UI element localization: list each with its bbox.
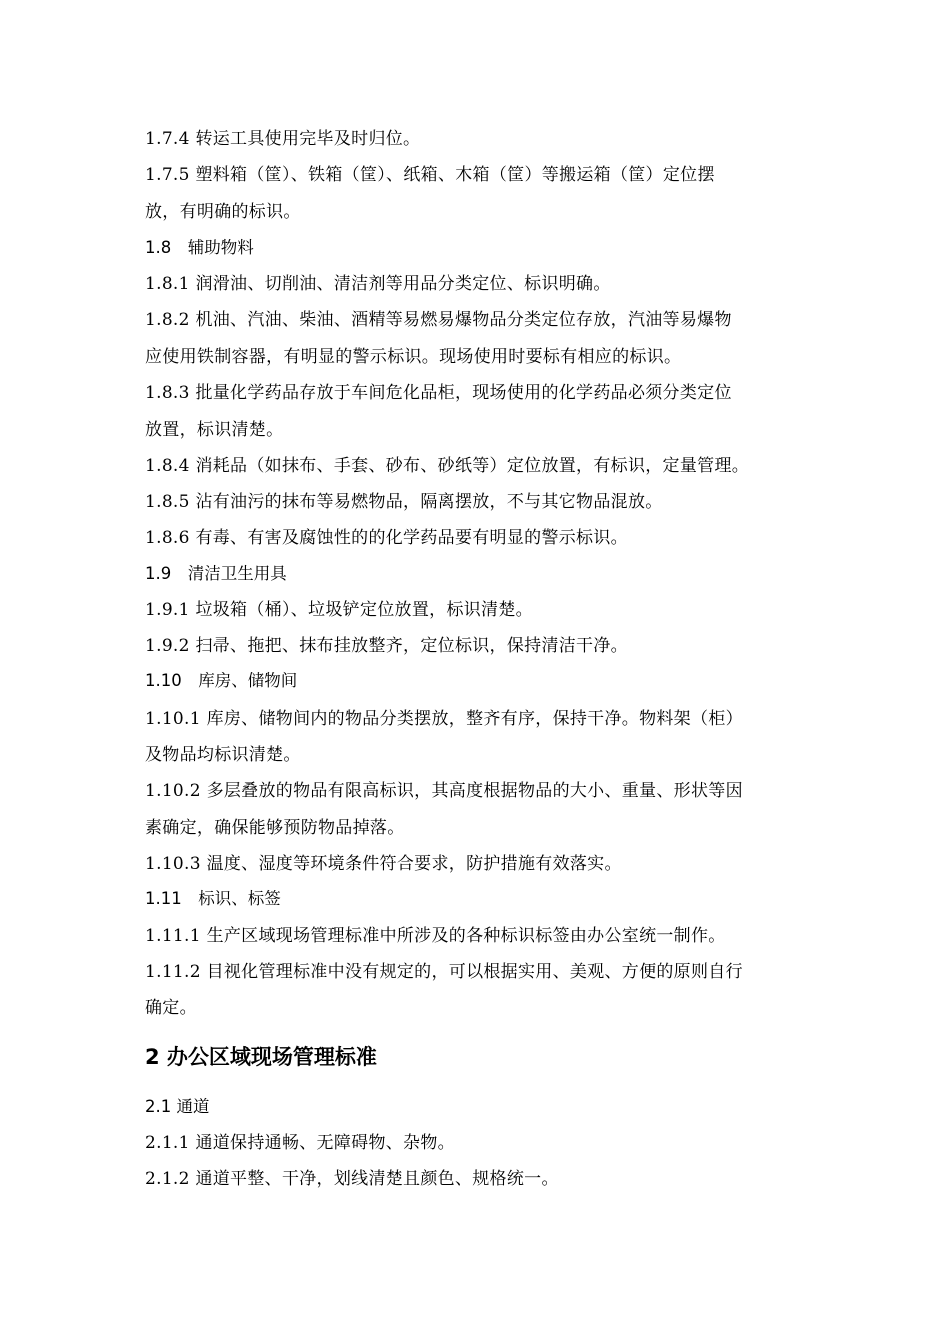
- section-heading-1-11: 1.11 标识、标签: [145, 889, 281, 908]
- clause-1-10-1-cont: 及物品均标识清楚。: [145, 745, 301, 765]
- clause-1-10-1: 1.10.1 库房、储物间内的物品分类摆放，整齐有序，保持干净。物料架（柜）: [145, 709, 743, 729]
- clause-1-8-4: 1.8.4 消耗品（如抹布、手套、砂布、砂纸等）定位放置，有标识，定量管理。: [145, 456, 750, 476]
- clause-1-8-3: 1.8.3 批量化学药品存放于车间危化品柜，现场使用的化学药品必须分类定位: [145, 383, 732, 403]
- clause-2-1-1: 2.1.1 通道保持通畅、无障碍物、杂物。: [145, 1133, 455, 1153]
- clause-1-10-3: 1.10.3 温度、湿度等环境条件符合要求，防护措施有效落实。: [145, 854, 622, 874]
- clause-1-8-1: 1.8.1 润滑油、切削油、清洁剂等用品分类定位、标识明确。: [145, 274, 611, 294]
- section-heading-2-1: 2.1 通道: [145, 1097, 210, 1116]
- clause-1-10-2-cont: 素确定，确保能够预防物品掉落。: [145, 818, 405, 838]
- clause-1-8-6: 1.8.6 有毒、有害及腐蚀性的的化学药品要有明显的警示标识。: [145, 528, 628, 548]
- chapter-heading-2: 2 办公区域现场管理标准: [145, 1045, 377, 1069]
- clause-1-9-1: 1.9.1 垃圾箱（桶）、垃圾铲定位放置，标识清楚。: [145, 600, 533, 620]
- clause-1-8-2-cont: 应使用铁制容器，有明显的警示标识。现场使用时要标有相应的标识。: [145, 347, 682, 367]
- clause-1-8-5: 1.8.5 沾有油污的抹布等易燃物品，隔离摆放，不与其它物品混放。: [145, 492, 663, 512]
- clause-2-1-2: 2.1.2 通道平整、干净，划线清楚且颜色、规格统一。: [145, 1169, 559, 1189]
- clause-1-10-2: 1.10.2 多层叠放的物品有限高标识，其高度根据物品的大小、重量、形状等因: [145, 781, 743, 801]
- section-heading-1-10: 1.10 库房、储物间: [145, 671, 298, 690]
- section-heading-1-9: 1.9 清洁卫生用具: [145, 564, 287, 583]
- clause-1-8-2: 1.8.2 机油、汽油、柴油、酒精等易燃易爆物品分类定位存放，汽油等易爆物: [145, 310, 732, 330]
- clause-1-7-5: 1.7.5 塑料箱（筐）、铁箱（筐）、纸箱、木箱（筐）等搬运箱（筐）定位摆: [145, 165, 715, 185]
- clause-1-8-3-cont: 放置，标识清楚。: [145, 420, 284, 440]
- clause-1-7-5-cont: 放，有明确的标识。: [145, 202, 301, 222]
- section-heading-1-8: 1.8 辅助物料: [145, 238, 254, 257]
- clause-1-11-2-cont: 确定。: [145, 998, 197, 1018]
- clause-1-9-2: 1.9.2 扫帚、拖把、抹布挂放整齐，定位标识，保持清洁干净。: [145, 636, 628, 656]
- clause-1-7-4: 1.7.4 转运工具使用完毕及时归位。: [145, 129, 421, 149]
- clause-1-11-2: 1.11.2 目视化管理标准中没有规定的，可以根据实用、美观、方便的原则自行: [145, 962, 743, 982]
- clause-1-11-1: 1.11.1 生产区域现场管理标准中所涉及的各种标识标签由办公室统一制作。: [145, 926, 726, 946]
